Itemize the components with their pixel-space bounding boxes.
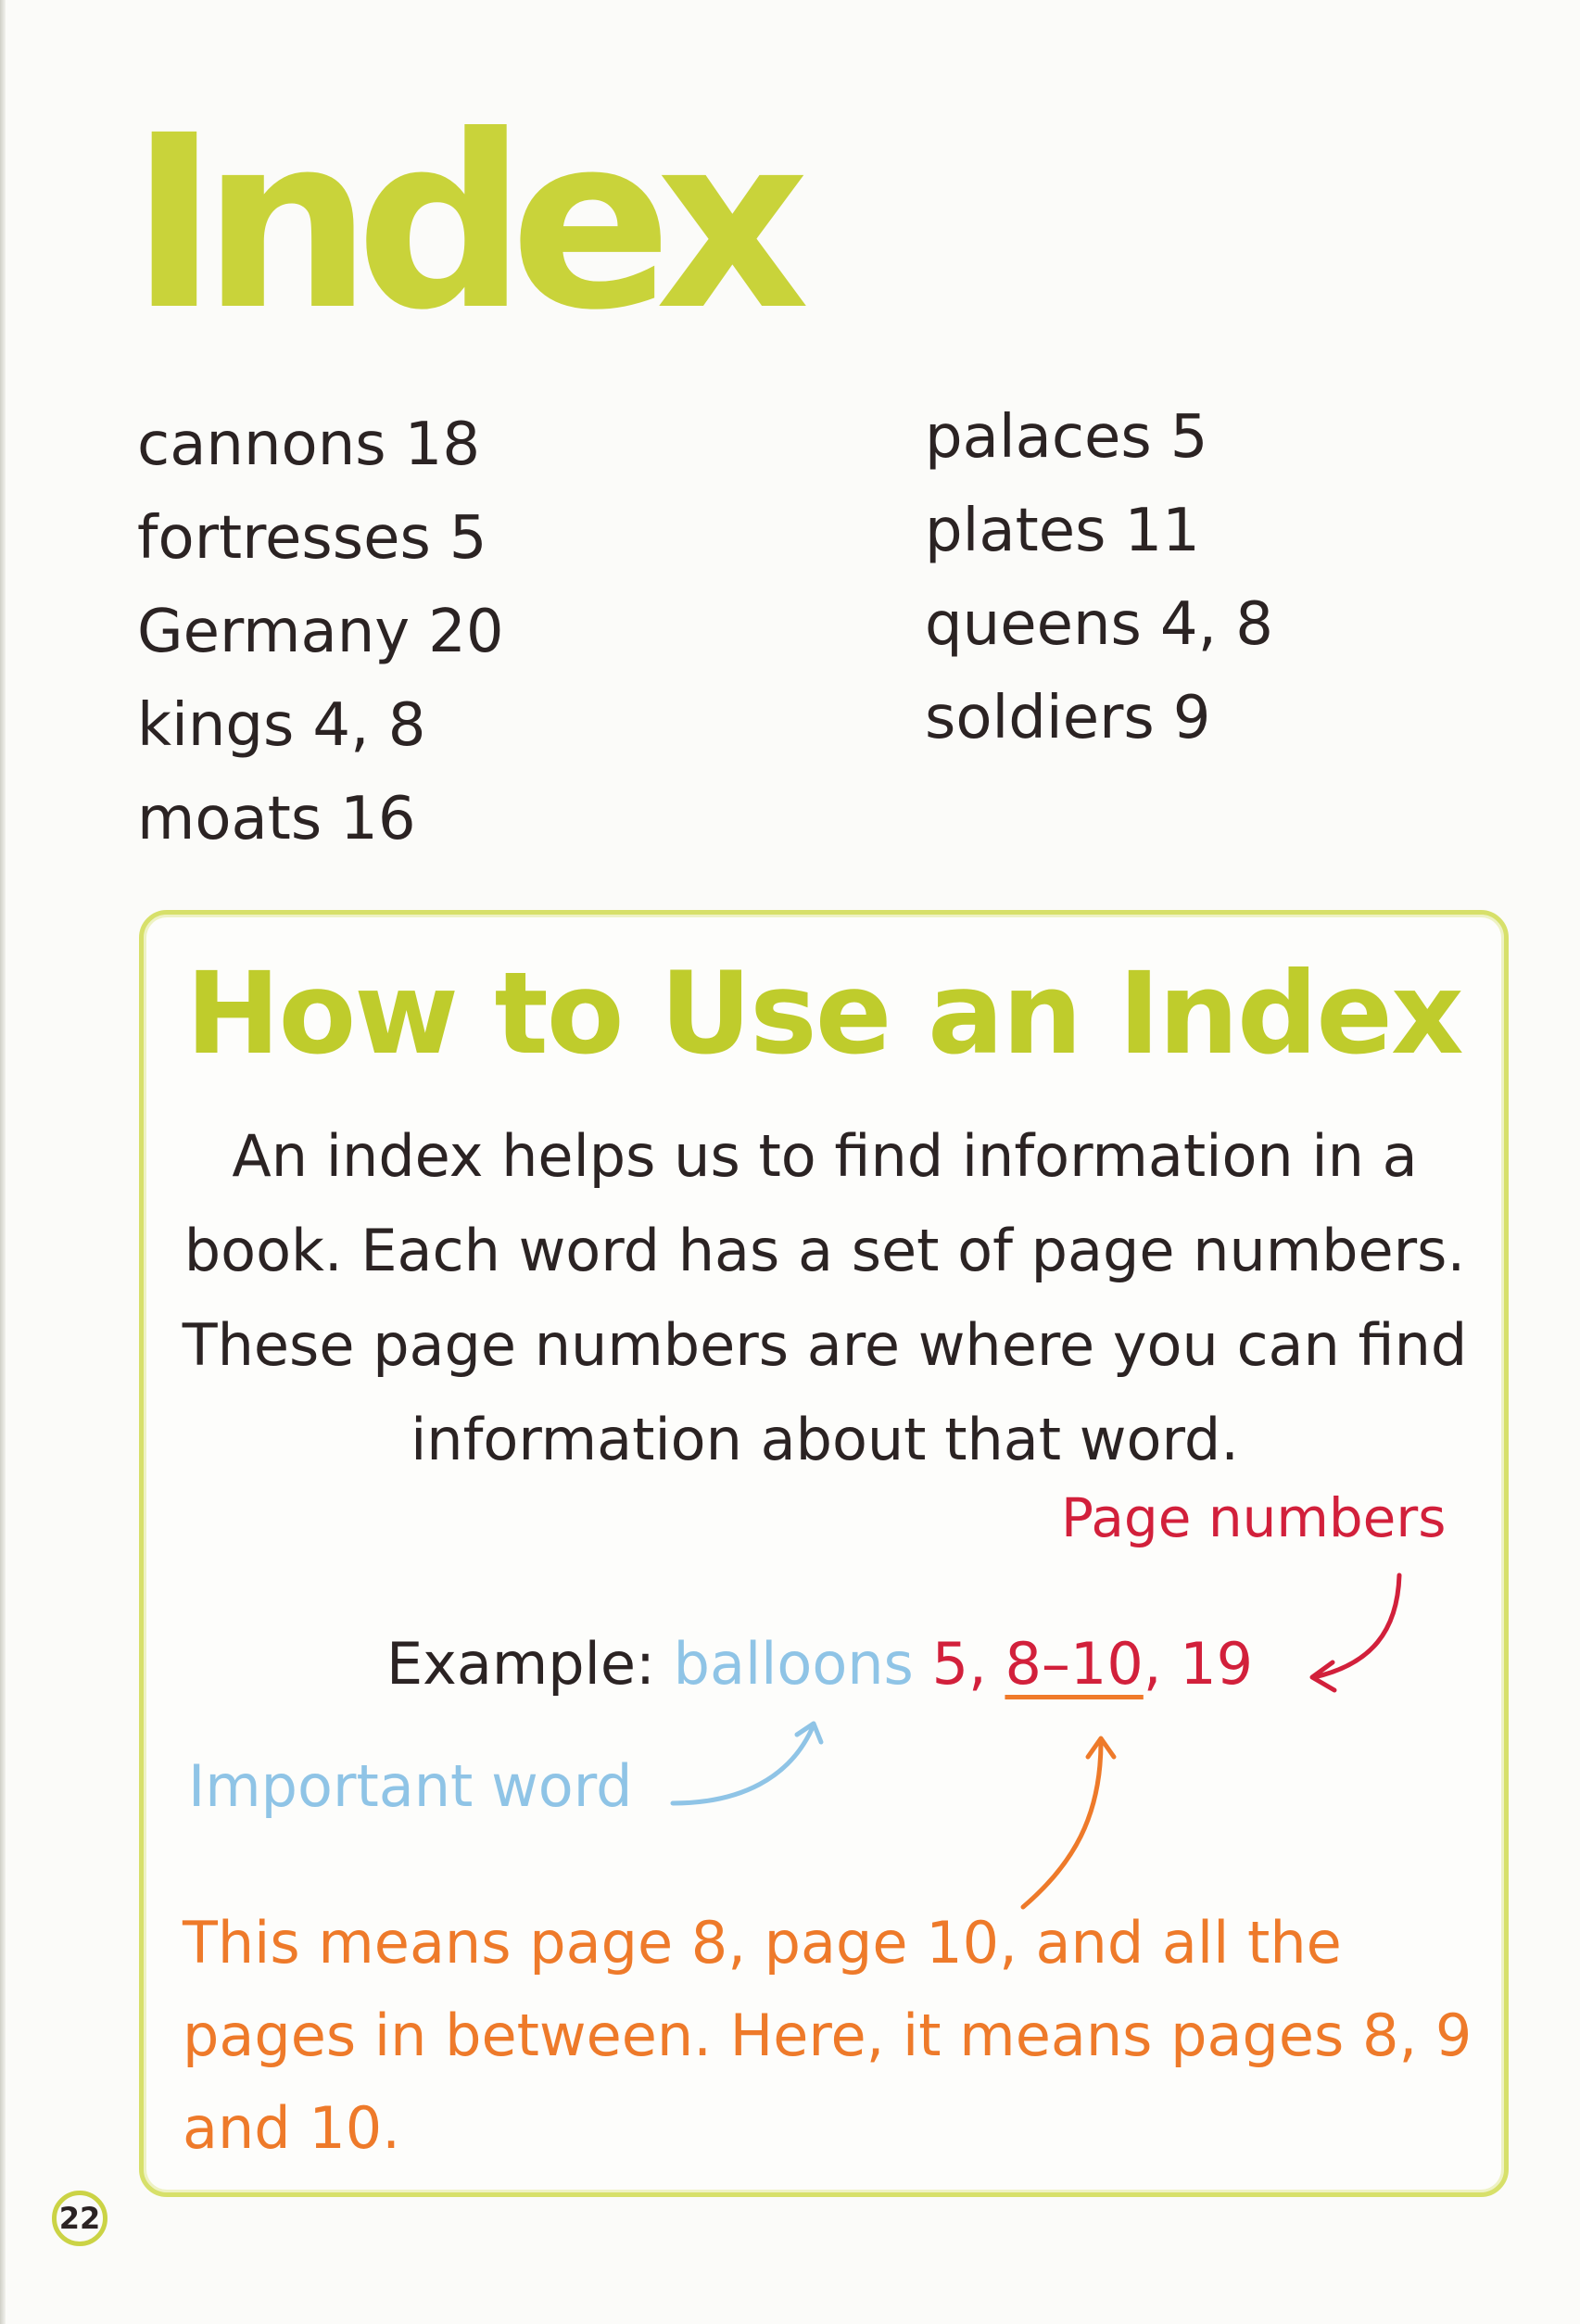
index-entry [137, 492, 504, 586]
index-pages: 5 [1169, 403, 1208, 472]
index-term: plates [925, 497, 1106, 565]
index-term: palaces [925, 403, 1152, 472]
index-pages: 16 [340, 785, 416, 853]
range-explanation: This means page 8, page 10, and all the pages in between. Here, it means pages 8, 9 and 10. [183, 1909, 1473, 2162]
page-edge [0, 0, 6, 2324]
index-term: moats [137, 785, 322, 853]
example-pages-range: 8–10 [1005, 1630, 1144, 1698]
index-term: kings [137, 691, 295, 760]
index-term: fortresses [137, 504, 431, 573]
box-description: An index helps us to find information in a book. Each word has a set of page numbers. These page numbers are where you can find information about that word. [182, 1122, 1468, 1473]
example-pages [932, 1630, 1254, 1698]
box-title: How to Use an Index [185, 948, 1462, 1080]
index-term: Germany [137, 598, 411, 666]
how-to-use-index-box [139, 910, 1509, 2197]
example-word: balloons [673, 1630, 914, 1698]
index-pages: 4, 8 [312, 691, 426, 760]
index-entry [137, 679, 504, 773]
important-word-label: Important word [188, 1752, 633, 1820]
page-numbers-label: Page numbers [1061, 1486, 1447, 1549]
index-pages: 5 [449, 504, 487, 573]
index-pages: 4, 8 [1159, 590, 1273, 659]
index-entry [925, 391, 1273, 485]
example-pages-first: 5, [931, 1630, 987, 1698]
index-term: queens [925, 590, 1142, 659]
index-entry [925, 485, 1273, 578]
index-term: cannons [137, 410, 386, 479]
index-entry [925, 578, 1273, 672]
page-number-badge: 22 [52, 2191, 107, 2246]
page-title: Index [130, 84, 793, 362]
example-line [386, 1630, 1254, 1698]
index-entry [137, 586, 504, 679]
index-pages: 20 [428, 598, 504, 666]
index-entry [137, 398, 504, 492]
index-entry [925, 672, 1273, 765]
index-pages: 18 [404, 410, 481, 479]
example-prefix: Example: [386, 1630, 655, 1698]
index-pages: 9 [1172, 684, 1211, 752]
index-pages: 11 [1124, 497, 1200, 565]
index-entry [137, 773, 504, 866]
index-term: soldiers [925, 684, 1155, 752]
index-column-right [925, 391, 1273, 765]
example-pages-last: , 19 [1143, 1630, 1254, 1698]
index-column-left [137, 398, 504, 866]
